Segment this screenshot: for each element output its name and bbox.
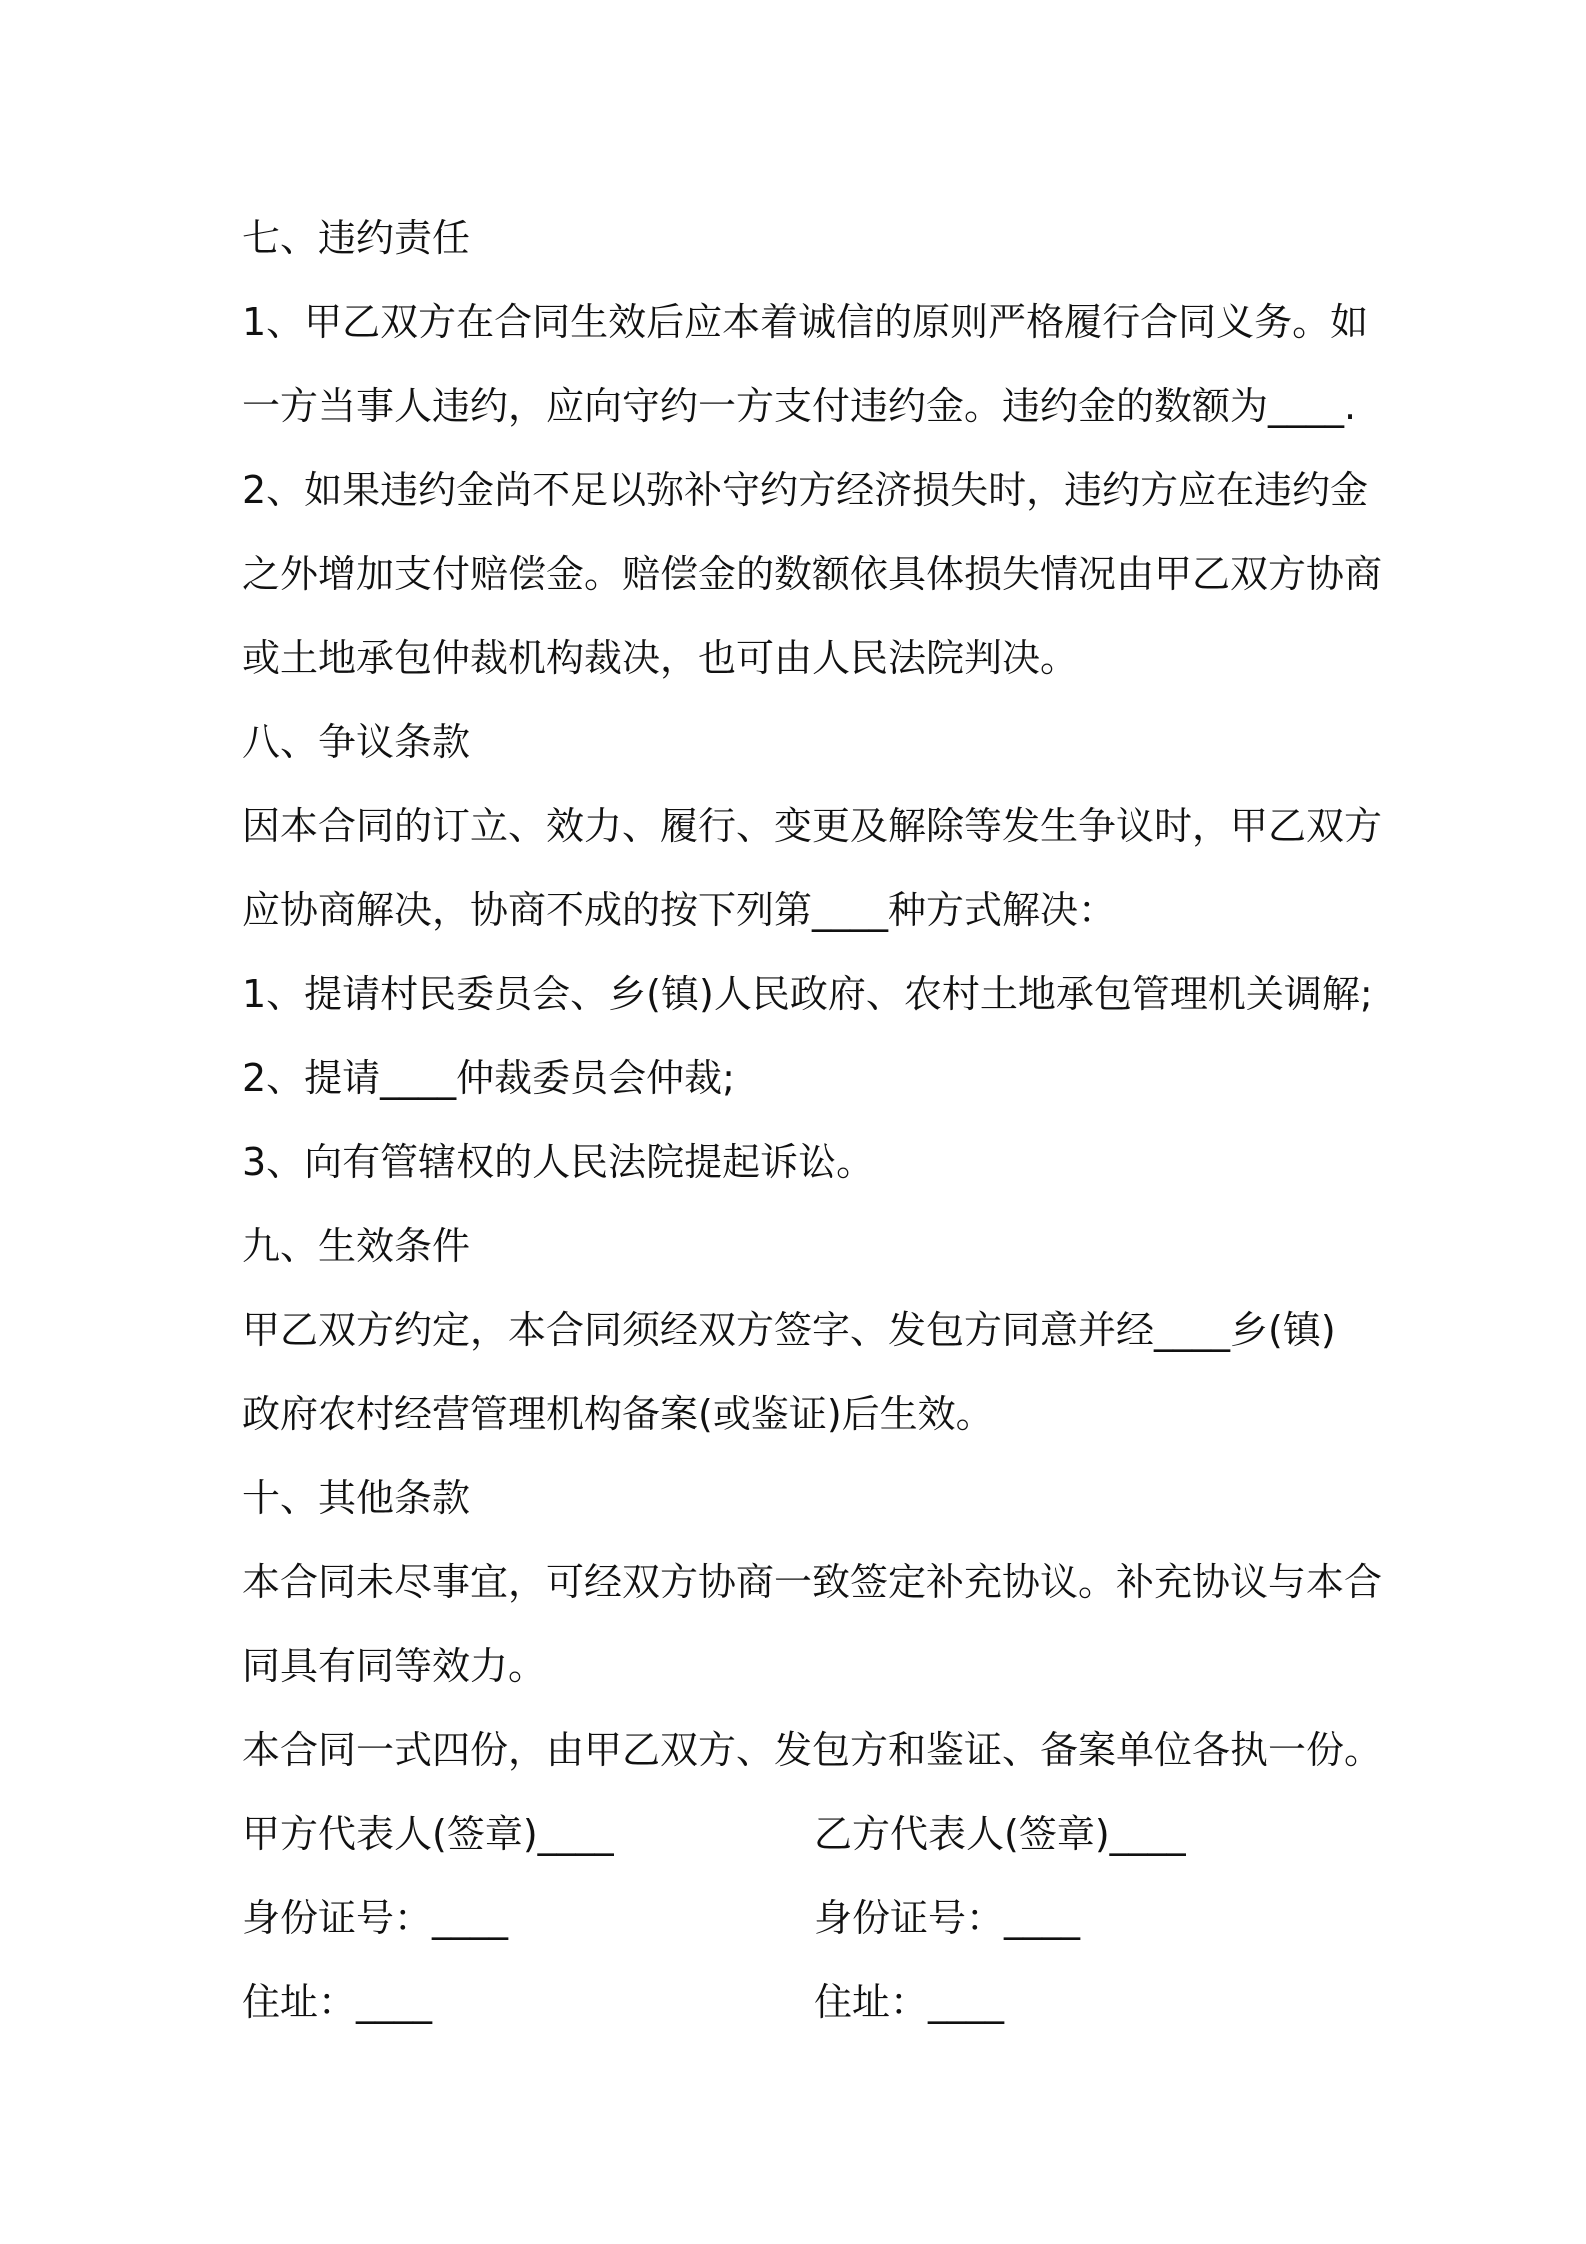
section-7-line-5: 或土地承包仲裁机构裁决，也可由人民法院判决。 (242, 636, 1079, 680)
contract-page (242, 196, 1383, 2044)
party-b-id: 身份证号：____ (814, 1896, 1081, 1940)
signature-rep-row (242, 1792, 1362, 1876)
party-a-address: 住址：____ (242, 1980, 433, 2024)
section-7-line-2: 一方当事人违约，应向守约一方支付违约金。违约金的数额为____. (242, 384, 1357, 428)
section-9-line-2: 政府农村经营管理机构备案(或鉴证)后生效。 (242, 1392, 994, 1436)
section-8-line-3: 1、提请村民委员会、乡(镇)人民政府、农村土地承包管理机关调解; (242, 972, 1373, 1016)
section-9-heading: 九、生效条件 (242, 1224, 471, 1268)
section-9-line-1: 甲乙双方约定，本合同须经双方签字、发包方同意并经____乡(镇) (242, 1308, 1336, 1352)
section-10-heading: 十、其他条款 (242, 1476, 471, 1520)
section-10-line-2: 同具有同等效力。 (242, 1644, 547, 1688)
section-8-line-5: 3、向有管辖权的人民法院提起诉讼。 (242, 1140, 875, 1184)
section-7-line-4: 之外增加支付赔偿金。赔偿金的数额依具体损失情况由甲乙双方协商 (242, 552, 1383, 596)
section-10-line-1: 本合同未尽事宜，可经双方协商一致签定补充协议。补充协议与本合 (242, 1560, 1383, 1604)
section-7-line-1: 1、甲乙双方在合同生效后应本着诚信的原则严格履行合同义务。如 (242, 300, 1369, 344)
signature-address-row (242, 1960, 1362, 2044)
section-8-line-2: 应协商解决，协商不成的按下列第____种方式解决： (242, 888, 1117, 932)
section-8-heading: 八、争议条款 (242, 720, 471, 764)
section-8-line-4: 2、提请____仲裁委员会仲裁; (242, 1056, 735, 1100)
section-8-line-1: 因本合同的订立、效力、履行、变更及解除等发生争议时，甲乙双方 (242, 804, 1383, 848)
section-10-line-3: 本合同一式四份，由甲乙双方、发包方和鉴证、备案单位各执一份。 (242, 1728, 1383, 1772)
party-b-address: 住址：____ (814, 1980, 1005, 2024)
section-7-line-3: 2、如果违约金尚不足以弥补守约方经济损失时，违约方应在违约金 (242, 468, 1369, 512)
party-a-id: 身份证号：____ (242, 1896, 509, 1940)
party-a-rep: 甲方代表人(签章)____ (242, 1812, 614, 1856)
section-7-heading: 七、违约责任 (242, 216, 471, 260)
party-b-rep: 乙方代表人(签章)____ (814, 1812, 1186, 1856)
signature-id-row (242, 1876, 1362, 1960)
